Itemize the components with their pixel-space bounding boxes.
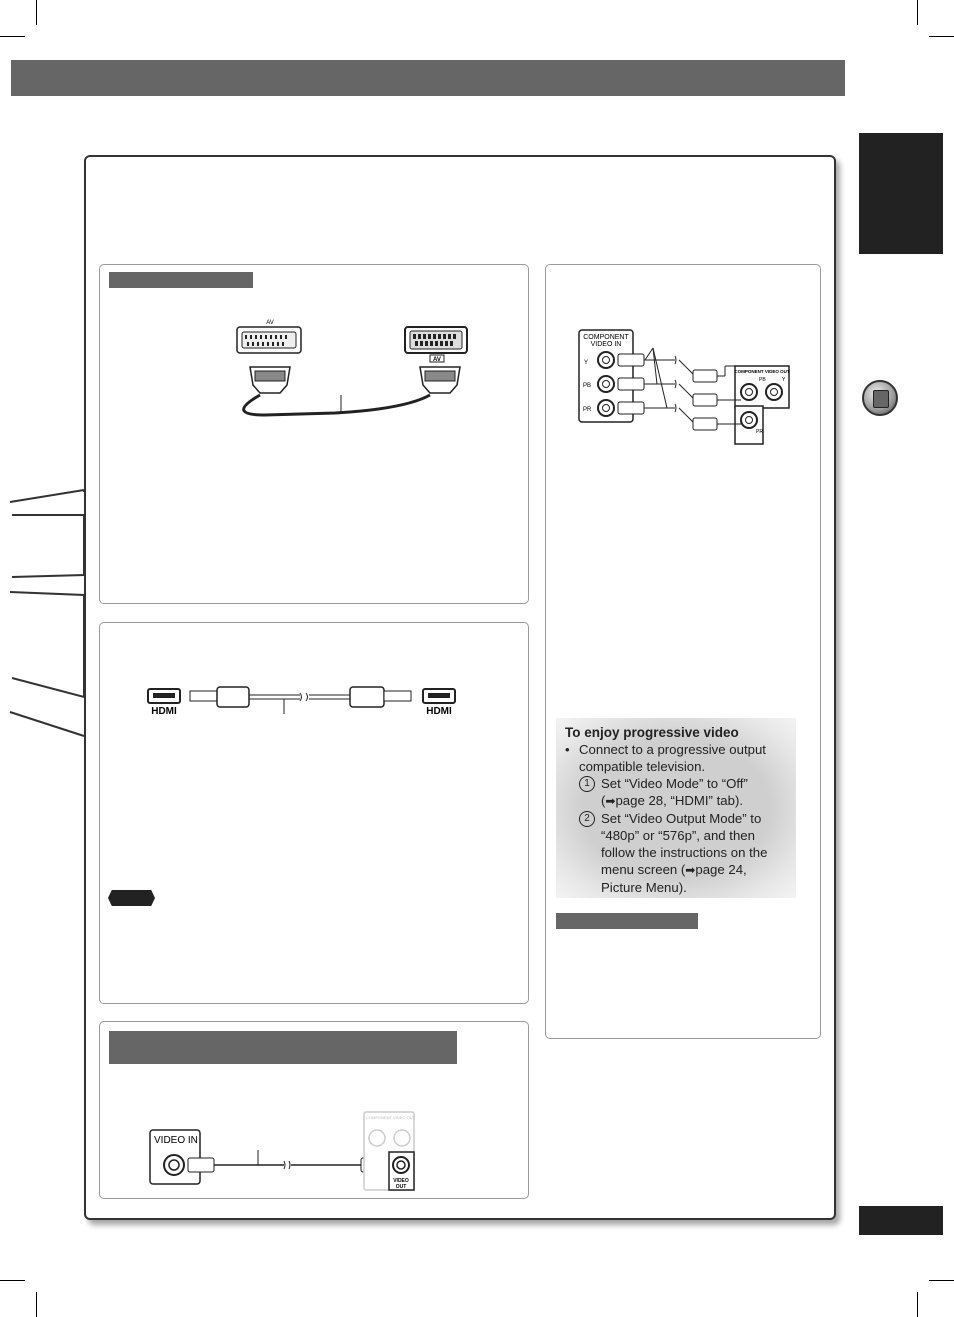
step-2-number: 2 — [579, 811, 595, 827]
hdmi-panel — [99, 622, 529, 1004]
step-2-line-5: Picture Menu). — [601, 880, 687, 895]
step-2-line-1: Set “Video Output Mode” to — [601, 811, 762, 826]
component-in-pr: PR — [583, 407, 592, 413]
scart-header-bar — [109, 272, 253, 288]
page-title-bar — [11, 60, 845, 96]
component-subheader-bar — [556, 913, 698, 929]
video-in-label: VIDEO IN — [154, 1135, 198, 1146]
crop-mark — [36, 1292, 37, 1317]
progressive-video-tip — [556, 718, 796, 898]
step-1-line-2: (➡page 28, “HDMI” tab). — [601, 793, 743, 808]
crop-mark — [929, 36, 954, 37]
component-out-pb: PB — [759, 377, 766, 383]
note-badge — [108, 890, 155, 906]
scart-unit-label: AV — [433, 357, 441, 363]
crop-mark — [917, 0, 918, 25]
step-2-line-2: “480p” or “576p”, and then — [601, 828, 755, 843]
scart-tv-label: AV — [266, 320, 274, 326]
tip-title: To enjoy progressive video — [565, 725, 739, 740]
component-in-pb: PB — [583, 383, 592, 389]
connection-icon — [862, 380, 898, 416]
component-out-pr: PR — [756, 429, 763, 435]
component-in-y: Y — [584, 360, 589, 366]
page-ref-arrow-icon: ➡ — [605, 794, 616, 808]
crop-mark — [0, 1280, 25, 1281]
crop-mark — [36, 0, 37, 25]
tip-bullet-line-1: Connect to a progressive output — [579, 742, 766, 757]
tip-bullet — [565, 741, 788, 775]
section-tab — [859, 133, 943, 254]
component-out-y: Y — [782, 377, 786, 383]
component-diagram — [575, 328, 795, 448]
video-diagram — [148, 1110, 418, 1195]
page-ref-arrow-icon: ➡ — [685, 863, 696, 877]
tip-step-1 — [565, 775, 788, 810]
step-2-line-4: menu screen (➡page 24, — [601, 862, 747, 877]
step-1-number: 1 — [579, 776, 595, 792]
video-out-label-1: VIDEO — [393, 1178, 409, 1184]
component-out-title: COMPONENT VIDEO OUT — [734, 369, 790, 374]
tip-step-2 — [565, 810, 788, 896]
video-out-label-2: OUT — [395, 1184, 407, 1190]
component-out-faded: COMPONENT VIDEO OUT — [366, 1115, 416, 1120]
component-in-title-2: VIDEO IN — [590, 341, 622, 348]
scart-diagram — [225, 315, 475, 420]
step-2-line-3: follow the instructions on the — [601, 845, 768, 860]
tip-bullet-line-2: compatible television. — [579, 759, 706, 774]
component-in-title-1: COMPONENT — [583, 334, 629, 341]
callout-lines — [0, 480, 90, 750]
hdmi-right-logo: HDMI — [426, 706, 452, 717]
crop-mark — [929, 1280, 954, 1281]
video-header-bar — [109, 1031, 457, 1064]
crop-mark — [917, 1292, 918, 1317]
step-1-line-1: Set “Video Mode” to “Off” — [601, 776, 748, 791]
hdmi-diagram — [140, 683, 470, 718]
bullet-mark: • — [565, 742, 570, 757]
hdmi-left-logo: HDMI — [151, 706, 177, 717]
page-number-tab — [859, 1206, 943, 1235]
crop-mark — [0, 36, 25, 37]
